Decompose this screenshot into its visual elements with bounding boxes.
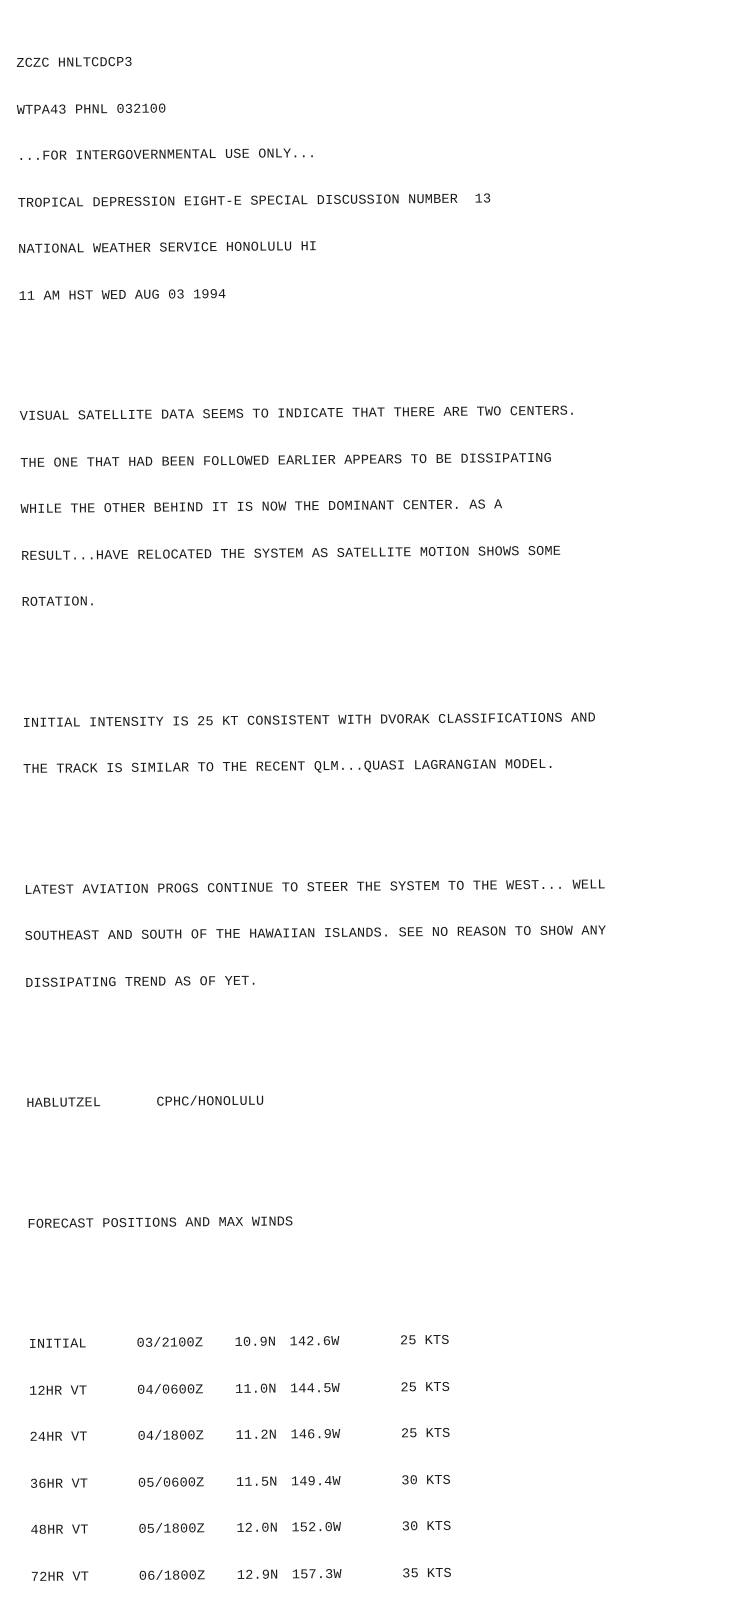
spacer [24, 819, 606, 837]
forecast-wind: 25 [400, 1380, 418, 1396]
forecast-time: 03/2100Z [136, 1336, 204, 1352]
paragraph-1-line-3: WHILE THE OTHER BEHIND IT IS NOW THE DOMINANT CENTER. AS A [20, 498, 503, 518]
forecast-time: 04/1800Z [137, 1429, 205, 1445]
spacer [19, 346, 601, 364]
office-name: CPHC/HONOLULU [156, 1094, 265, 1111]
paragraph-1-line-4: RESULT...HAVE RELOCATED THE SYSTEM AS SATELLITE MOTION SHOWS SOME [21, 544, 562, 565]
paragraph-3-line-1: LATEST AVIATION PROGS CONTINUE TO STEER THE SYSTEM TO THE WEST... WELL [24, 877, 606, 899]
paragraph-2-line-1: INITIAL INTENSITY IS 25 KT CONSISTENT WITH DVORAK CLASSIFICATIONS AND [22, 710, 596, 732]
forecast-time: 06/1800Z [138, 1568, 206, 1585]
forecast-label: 72HR VT [30, 1569, 90, 1586]
spacer [22, 652, 604, 670]
forecast-latitude: 10.9N [234, 1335, 277, 1351]
forecast-latitude: 12.9N [236, 1568, 279, 1584]
forecast-row [30, 1518, 612, 1539]
forecast-longitude: 142.6W [289, 1334, 340, 1351]
forecast-latitude: 11.2N [235, 1428, 278, 1444]
forecast-wind-unit: KTS [425, 1473, 451, 1489]
forecast-wind: 35 [402, 1566, 419, 1582]
forecast-longitude: 146.9W [290, 1427, 341, 1444]
discussion-text [16, 20, 613, 1617]
forecast-time: 05/1800Z [138, 1522, 205, 1538]
forecast-latitude: 11.5N [235, 1475, 278, 1491]
header-line-1: ZCZC HNLTCDCP3 [16, 55, 133, 72]
paragraph-1-line-1: VISUAL SATELLITE DATA SEEMS TO INDICATE THAT THERE ARE TWO CENTERS. [19, 404, 577, 425]
forecast-label: 12HR VT [29, 1383, 88, 1400]
forecast-row [29, 1425, 611, 1446]
spacer [26, 1033, 608, 1051]
spacer [28, 1274, 610, 1292]
paragraph-2-line-2: THE TRACK IS SIMILAR TO THE RECENT QLM...QUASI LAGRANGIAN MODEL. [23, 757, 555, 778]
forecast-latitude: 12.0N [236, 1521, 279, 1537]
forecast-time: 05/0600Z [137, 1475, 205, 1492]
forecast-wind-unit: KTS [424, 1333, 450, 1350]
header-line-2: WTPA43 PHNL 032100 [16, 102, 167, 119]
forecast-wind-unit: KTS [426, 1519, 452, 1536]
forecast-row [31, 1565, 613, 1586]
paragraph-3-line-3: DISSIPATING TREND AS OF YET. [25, 974, 258, 992]
forecast-row [29, 1332, 611, 1353]
spacer [27, 1153, 609, 1171]
header-line-4: TROPICAL DEPRESSION EIGHT-E SPECIAL DISCUSSION NUMBER 13 [17, 191, 492, 212]
forecast-longitude: 152.0W [291, 1520, 342, 1537]
forecast-label: 48HR VT [30, 1523, 89, 1539]
paragraph-1-line-5: ROTATION. [21, 595, 97, 611]
forecast-longitude: 157.3W [291, 1567, 342, 1583]
forecaster-name: HABLUTZEL [26, 1096, 102, 1112]
forecast-longitude: 144.5W [290, 1381, 341, 1397]
forecast-heading: FORECAST POSITIONS AND MAX WINDS [27, 1214, 294, 1233]
forecast-label: 24HR VT [29, 1430, 88, 1446]
forecast-time: 04/0600Z [137, 1382, 204, 1399]
forecast-wind-unit: KTS [425, 1426, 451, 1443]
forecast-latitude: 11.0N [235, 1382, 277, 1398]
forecast-label: INITIAL [28, 1337, 87, 1353]
header-line-5: NATIONAL WEATHER SERVICE HONOLULU HI [18, 240, 318, 258]
header-line-3: ...FOR INTERGOVERNMENTAL USE ONLY... [17, 147, 317, 165]
forecast-wind-unit: KTS [426, 1566, 452, 1582]
forecast-longitude: 149.4W [290, 1474, 341, 1490]
signature-line [26, 1091, 608, 1112]
forecast-row [30, 1472, 612, 1493]
paragraph-1-line-2: THE ONE THAT HAD BEEN FOLLOWED EARLIER APPEARS TO BE DISSIPATING [20, 451, 552, 472]
paragraph-3-line-2: SOUTHEAST AND SOUTH OF THE HAWAIIAN ISLANDS. SEE NO REASON TO SHOW ANY [24, 924, 607, 945]
forecast-wind: 25 [400, 1427, 418, 1443]
forecast-wind-unit: KTS [425, 1380, 451, 1396]
forecast-row [29, 1379, 611, 1400]
forecast-label: 36HR VT [29, 1476, 89, 1493]
forecast-wind: 25 [399, 1334, 417, 1350]
forecast-wind: 30 [401, 1473, 419, 1489]
header-line-6: 11 AM HST WED AUG 03 1994 [18, 287, 227, 305]
forecast-wind: 30 [401, 1520, 419, 1536]
